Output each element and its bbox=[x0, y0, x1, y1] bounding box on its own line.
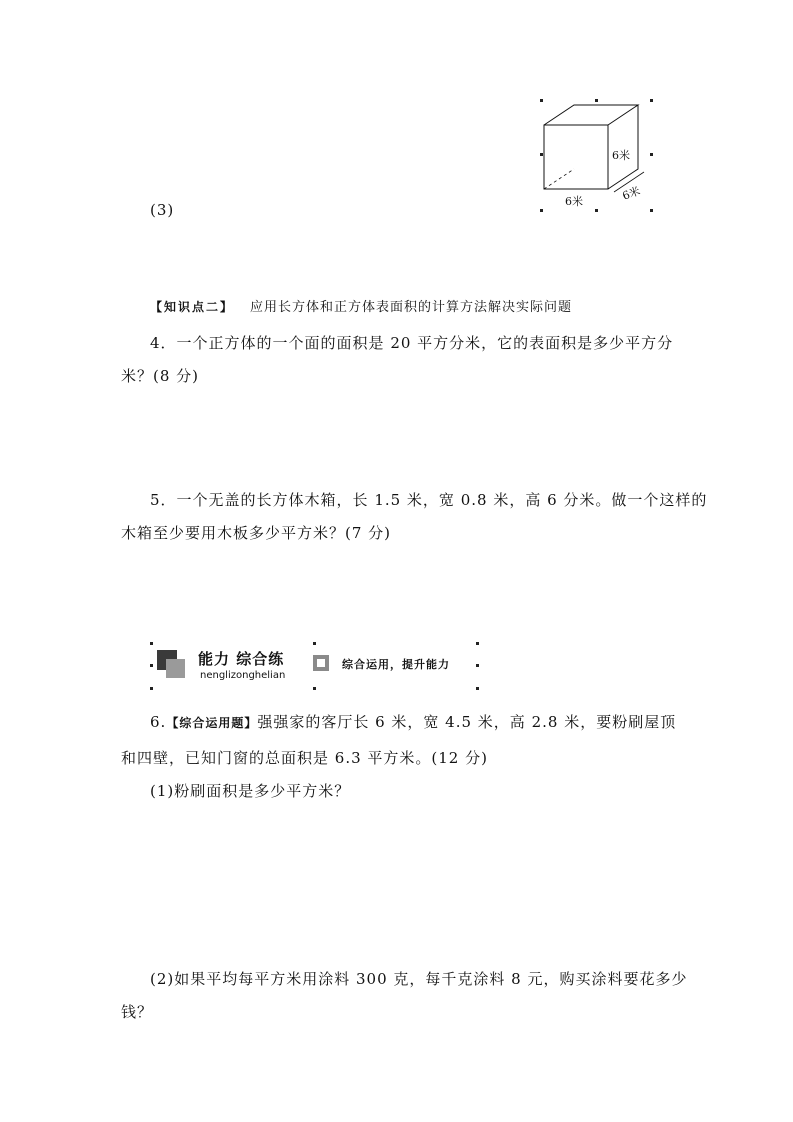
cube-depth-label: 6米 bbox=[620, 184, 643, 203]
question-6-text: 强强家的客厅长 6 米，宽 4.5 米，高 2.8 米，要粉刷屋顶 bbox=[257, 713, 677, 731]
question-5-line-2: 木箱至少要用木板多少平方米？(7 分) bbox=[121, 524, 392, 542]
section-bracket-title: 【知识点二】 bbox=[150, 300, 235, 314]
question-5-line-1: 5．一个无盖的长方体木箱，长 1.5 米，宽 0.8 米，高 6 分米。做一个这样的 bbox=[150, 491, 708, 509]
question-6-sub-2-line-2: 钱？ bbox=[121, 1003, 154, 1021]
cube-figure bbox=[530, 90, 670, 225]
question-6-line-1 bbox=[150, 711, 676, 732]
marker-dot bbox=[313, 687, 316, 690]
cube-bottom-label: 6米 bbox=[565, 195, 583, 208]
marker-dot bbox=[313, 642, 316, 645]
marker-dot bbox=[650, 209, 653, 212]
marker-dot bbox=[540, 153, 543, 156]
marker-dot bbox=[150, 687, 153, 690]
cube-hidden-edge bbox=[544, 169, 574, 189]
section-heading bbox=[150, 296, 572, 315]
marker-dot bbox=[476, 642, 479, 645]
banner-title: 能力 综合练 bbox=[198, 650, 285, 668]
marker-dot bbox=[150, 642, 153, 645]
question-3-label bbox=[150, 200, 174, 219]
marker-dot bbox=[540, 209, 543, 212]
question-4-line-2: 米？(8 分) bbox=[121, 367, 200, 385]
question-6-sub-1: (1)粉刷面积是多少平方米？ bbox=[150, 782, 351, 800]
question-4-line-1: 4．一个正方体的一个面的面积是 20 平方分米，它的表面积是多少平方分 bbox=[150, 334, 674, 352]
marker-dot bbox=[476, 687, 479, 690]
cube-height-label: 6米 bbox=[612, 149, 630, 162]
marker-dot bbox=[595, 209, 598, 212]
banner-square-icon bbox=[166, 659, 185, 678]
question-3-number: (3) bbox=[150, 201, 175, 219]
marker-dot bbox=[650, 99, 653, 102]
question-6-line-2: 和四壁，已知门窗的总面积是 6.3 平方米。(12 分) bbox=[121, 749, 488, 767]
question-6-tag: 【综合运用题】 bbox=[166, 716, 258, 730]
section-description: 应用长方体和正方体表面积的计算方法解决实际问题 bbox=[250, 300, 573, 315]
question-6-number: 6. bbox=[150, 713, 167, 731]
cube-front-face bbox=[544, 125, 608, 189]
question-6-sub-2-line-1: (2)如果平均每平方米用涂料 300 克，每千克涂料 8 元，购买涂料要花多少 bbox=[150, 970, 688, 988]
banner-pinyin: nenglizonghelian bbox=[200, 670, 286, 681]
marker-dot bbox=[476, 664, 479, 667]
marker-dot bbox=[150, 664, 153, 667]
cube-top-face bbox=[544, 105, 638, 125]
ability-practice-banner bbox=[150, 642, 480, 692]
marker-dot bbox=[595, 99, 598, 102]
marker-dot bbox=[540, 99, 543, 102]
cube-right-face bbox=[608, 105, 638, 189]
banner-slogan: 综合运用，提升能力 bbox=[342, 658, 450, 671]
banner-square-icon bbox=[313, 655, 329, 671]
marker-dot bbox=[650, 153, 653, 156]
